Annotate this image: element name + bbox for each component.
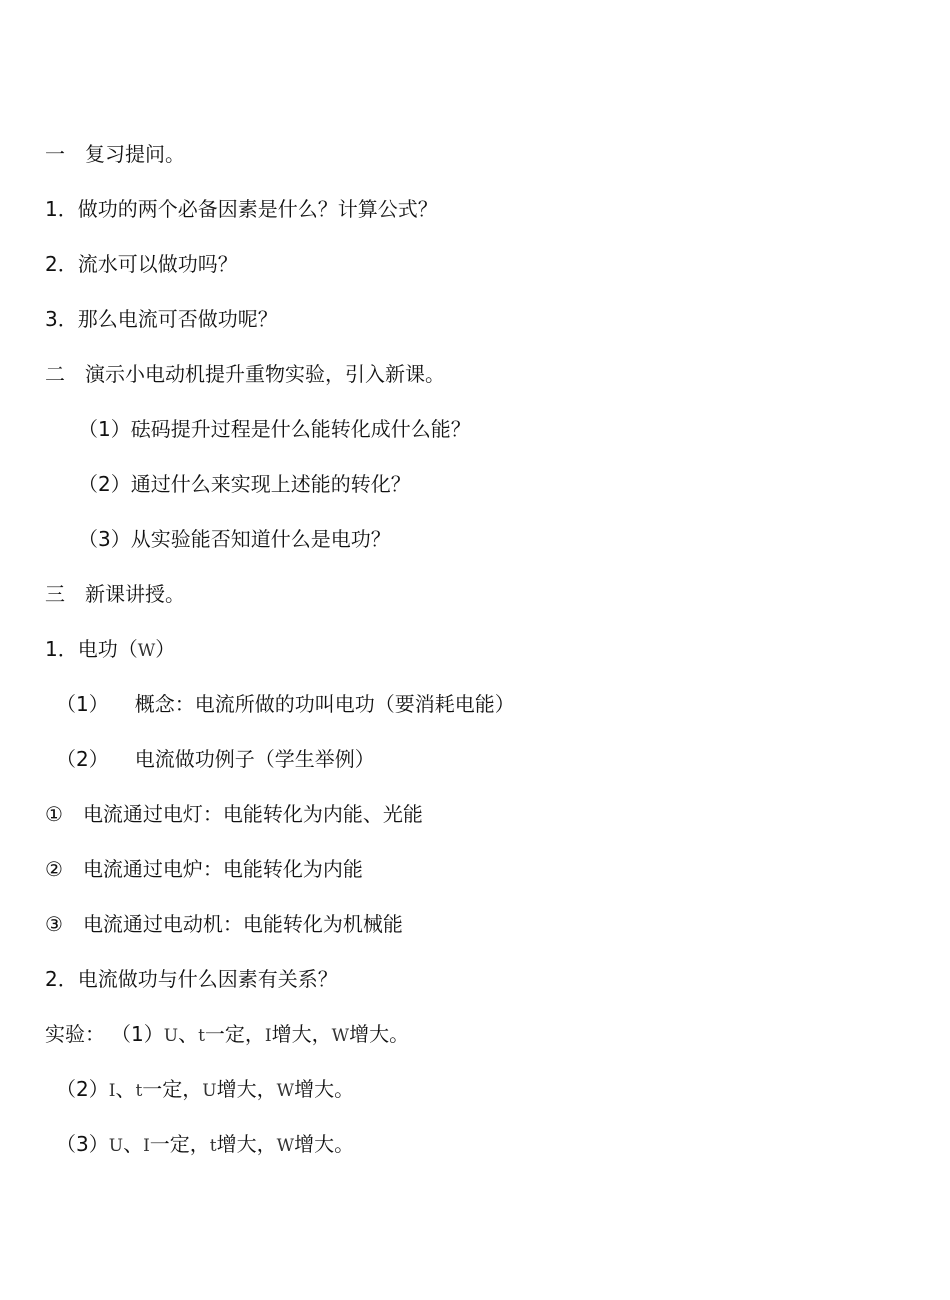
question-text: 1．做功的两个必备因素是什么？计算公式？ [45, 197, 438, 221]
example-text: 电流通过电炉：电能转化为内能 [82, 857, 363, 881]
item-number: （2） [56, 747, 109, 771]
increase-text: 增大。 [294, 1132, 355, 1156]
separator: 、 [178, 1022, 199, 1046]
symbol-u: U [202, 1081, 217, 1101]
section-heading-review [45, 139, 185, 169]
experiment-item [56, 1074, 354, 1104]
symbol-t: t [135, 1081, 143, 1101]
increase-text: 增大， [216, 1132, 277, 1156]
example-text: 电流通过电灯：电能转化为内能、光能 [82, 802, 423, 826]
fixed-text: 一定， [149, 1132, 210, 1156]
symbol-t: t [198, 1026, 205, 1046]
symbol-u: U [108, 1136, 124, 1156]
circled-number: ③ [45, 912, 63, 936]
topic-text: 1．电功（ [45, 637, 138, 661]
demo-question-text: （1）砝码提升过程是什么能转化成什么能？ [78, 417, 471, 441]
example-heading-text: 电流做功例子（学生举例） [134, 747, 375, 771]
section-heading-new-lesson [45, 579, 185, 609]
section-number: 二 [45, 362, 65, 386]
topic-heading-electric-work [45, 634, 175, 664]
separator: 、 [115, 1077, 136, 1101]
question-line [45, 194, 438, 224]
section-title: 演示小电动机提升重物实验，引入新课。 [85, 362, 445, 386]
item-number: （3） [56, 1132, 109, 1156]
question-line [45, 249, 238, 279]
experiment-label: 实验： [45, 1022, 105, 1046]
topic-text: 2．电流做功与什么因素有关系？ [45, 967, 338, 991]
symbol-w: W [137, 641, 156, 661]
separator: 、 [123, 1132, 144, 1156]
symbol-i: I [143, 1136, 150, 1156]
demo-question [78, 524, 391, 554]
symbol-w: W [276, 1136, 295, 1156]
symbol-i: I [264, 1026, 272, 1046]
item-number: （1） [56, 692, 109, 716]
section-title: 复习提问。 [85, 142, 185, 166]
symbol-i: I [108, 1081, 116, 1101]
topic-text-close: ） [155, 637, 176, 661]
demo-question [78, 414, 471, 444]
example-heading [56, 744, 375, 774]
experiment-item [45, 1019, 409, 1049]
section-number: 一 [45, 142, 65, 166]
circled-number: ② [45, 857, 63, 881]
fixed-text: 一定， [204, 1022, 265, 1046]
increase-text: 增大， [271, 1022, 332, 1046]
increase-text: 增大。 [294, 1077, 355, 1101]
question-text: 2．流水可以做功吗？ [45, 252, 238, 276]
concept-line [56, 689, 515, 719]
item-number: （1） [111, 1022, 164, 1046]
section-heading-demo [45, 359, 445, 389]
demo-question-text: （2）通过什么来实现上述能的转化？ [78, 472, 411, 496]
symbol-u: U [163, 1026, 179, 1046]
fixed-text: 一定， [142, 1077, 203, 1101]
demo-question [78, 469, 411, 499]
symbol-w: W [276, 1081, 295, 1101]
experiment-item [56, 1129, 354, 1159]
example-item [45, 799, 423, 829]
concept-text: 概念：电流所做的功叫电功（要消耗电能） [134, 692, 515, 716]
increase-text: 增大。 [349, 1022, 410, 1046]
example-item [45, 909, 403, 939]
example-item [45, 854, 363, 884]
symbol-w: W [331, 1026, 350, 1046]
increase-text: 增大， [216, 1077, 277, 1101]
question-text: 3．那么电流可否做功呢？ [45, 307, 278, 331]
topic-heading-factors [45, 964, 338, 994]
demo-question-text: （3）从实验能否知道什么是电功？ [78, 527, 391, 551]
item-number: （2） [56, 1077, 109, 1101]
question-line [45, 304, 278, 334]
section-title: 新课讲授。 [85, 582, 185, 606]
symbol-t: t [209, 1136, 217, 1156]
section-number: 三 [45, 582, 65, 606]
circled-number: ① [45, 802, 63, 826]
example-text: 电流通过电动机：电能转化为机械能 [82, 912, 403, 936]
